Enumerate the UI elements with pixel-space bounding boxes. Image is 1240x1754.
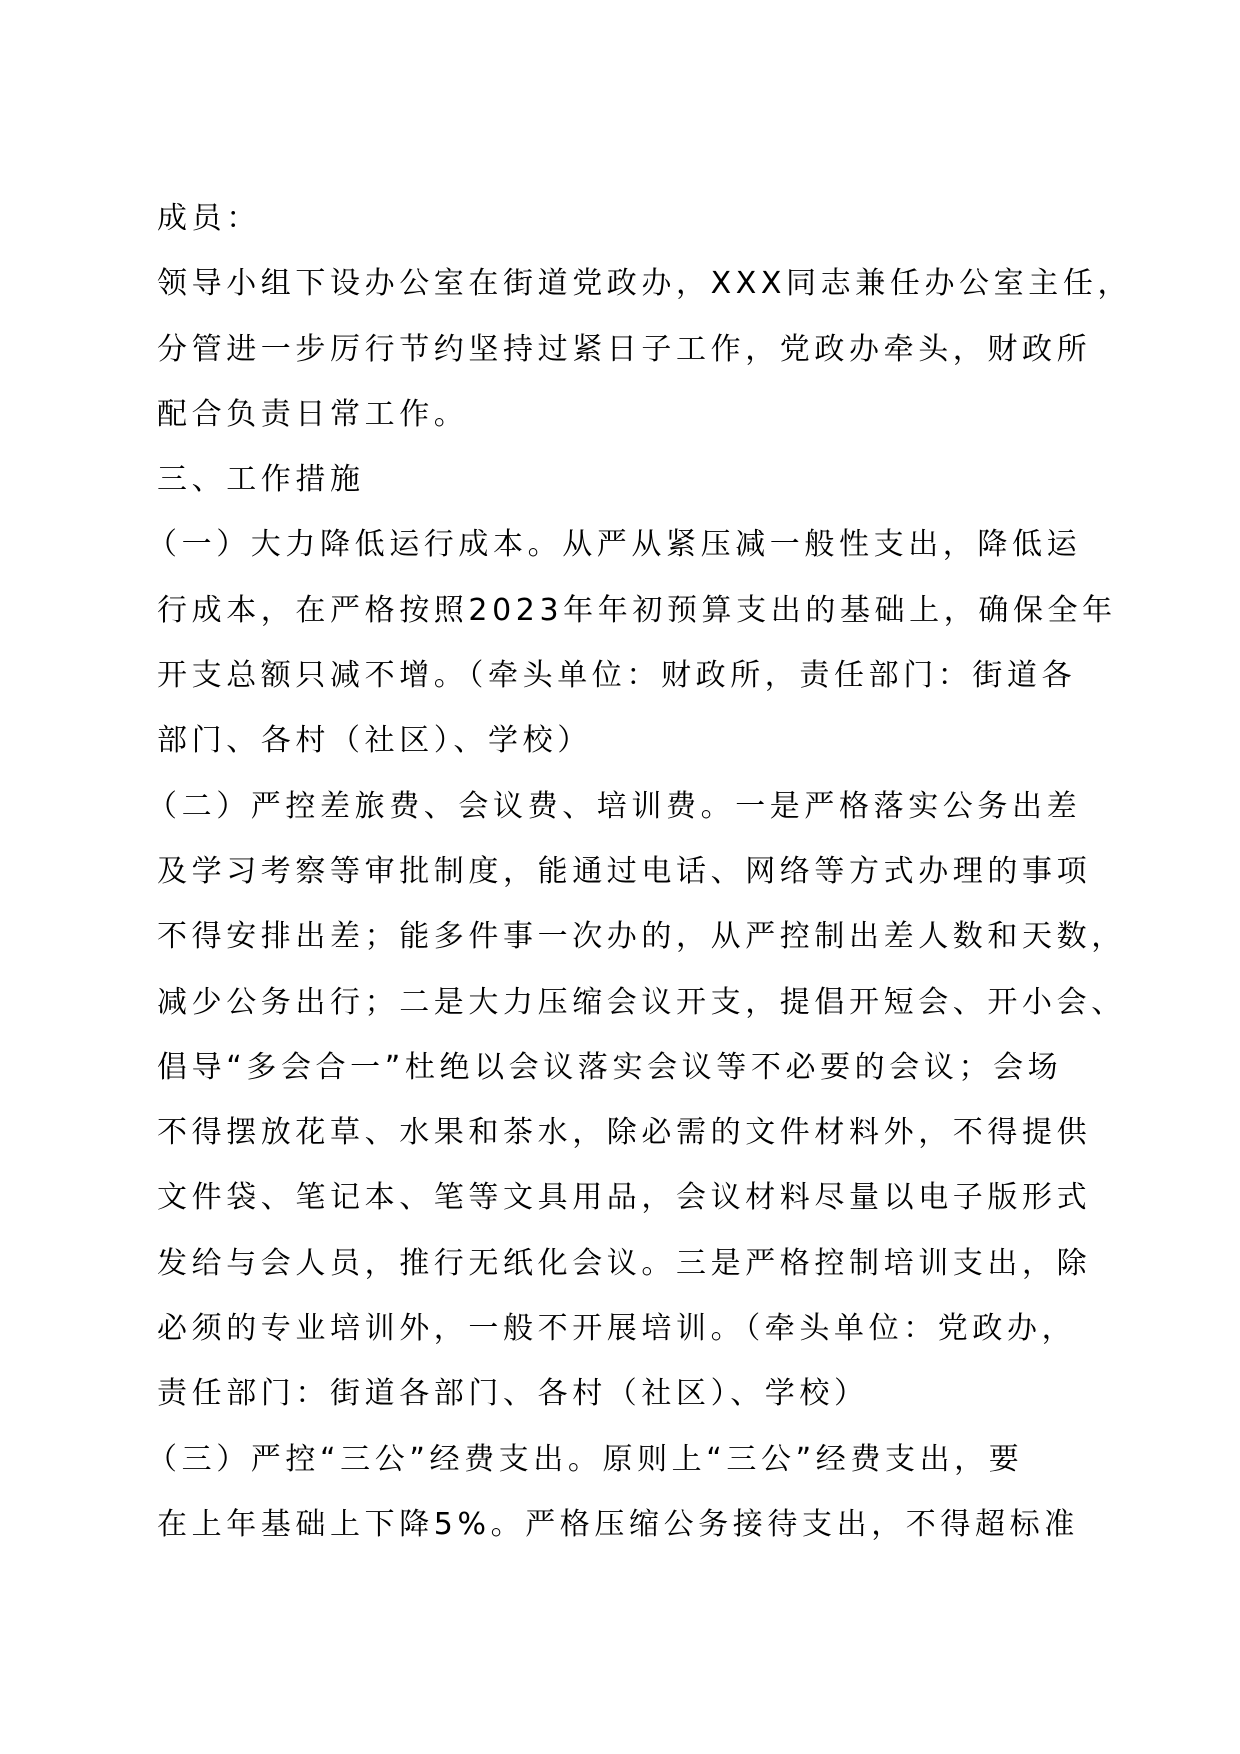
- text-line: 不得摆放花草、水果和茶水，除必需的文件材料外，不得提供: [157, 1115, 1092, 1151]
- text-line: 文件袋、笔记本、笔等文具用品，会议材料尽量以电子版形式: [157, 1180, 1092, 1216]
- item-heading-3: （三）严控“三公”经费支出。原则上“三公”经费支出，要: [147, 1441, 1024, 1477]
- text-line: 开支总额只减不增。（牵头单位：财政所，责任部门：街道各: [157, 658, 1077, 694]
- text-line: 必须的专业培训外，一般不开展培训。（牵头单位：党政办，: [157, 1311, 1077, 1347]
- text-line: 行成本，在严格按照2023年年初预算支出的基础上，确保全年: [157, 592, 1117, 628]
- text-line: 配合负责日常工作。: [157, 396, 469, 432]
- item-heading-2: （二）严控差旅费、会议费、培训费。一是严格落实公务出差: [147, 788, 1082, 824]
- text-line: 分管进一步厉行节约坚持过紧日子工作，党政办牵头，财政所: [157, 331, 1092, 367]
- text-line-members: 成员：: [157, 201, 261, 236]
- item-heading-1: （一）大力降低运行成本。从严从紧压减一般性支出，降低运: [147, 527, 1082, 563]
- text-line: 倡导“多会合一”杜绝以会议落实会议等不必要的会议；会场: [157, 1049, 1063, 1085]
- section-heading-work-measures: 三、工作措施: [157, 462, 365, 498]
- text-line: 部门、各村（社区）、学校）: [157, 723, 592, 759]
- document-body: [147, 186, 1133, 1557]
- text-line: 责任部门：街道各部门、各村（社区）、学校）: [157, 1376, 869, 1412]
- text-line: 发给与会人员，推行无纸化会议。三是严格控制培训支出，除: [157, 1245, 1092, 1281]
- text-line: 领导小组下设办公室在街道党政办，XXX同志兼任办公室主任，: [157, 266, 1133, 302]
- text-line: 在上年基础上下降5%。严格压缩公务接待支出，不得超标准: [157, 1506, 1079, 1542]
- text-line: 减少公务出行；二是大力压缩会议开支，提倡开短会、开小会、: [157, 984, 1126, 1020]
- text-line: 不得安排出差；能多件事一次办的，从严控制出差人数和天数，: [157, 919, 1126, 955]
- text-line: 及学习考察等审批制度，能通过电话、网络等方式办理的事项: [157, 853, 1092, 889]
